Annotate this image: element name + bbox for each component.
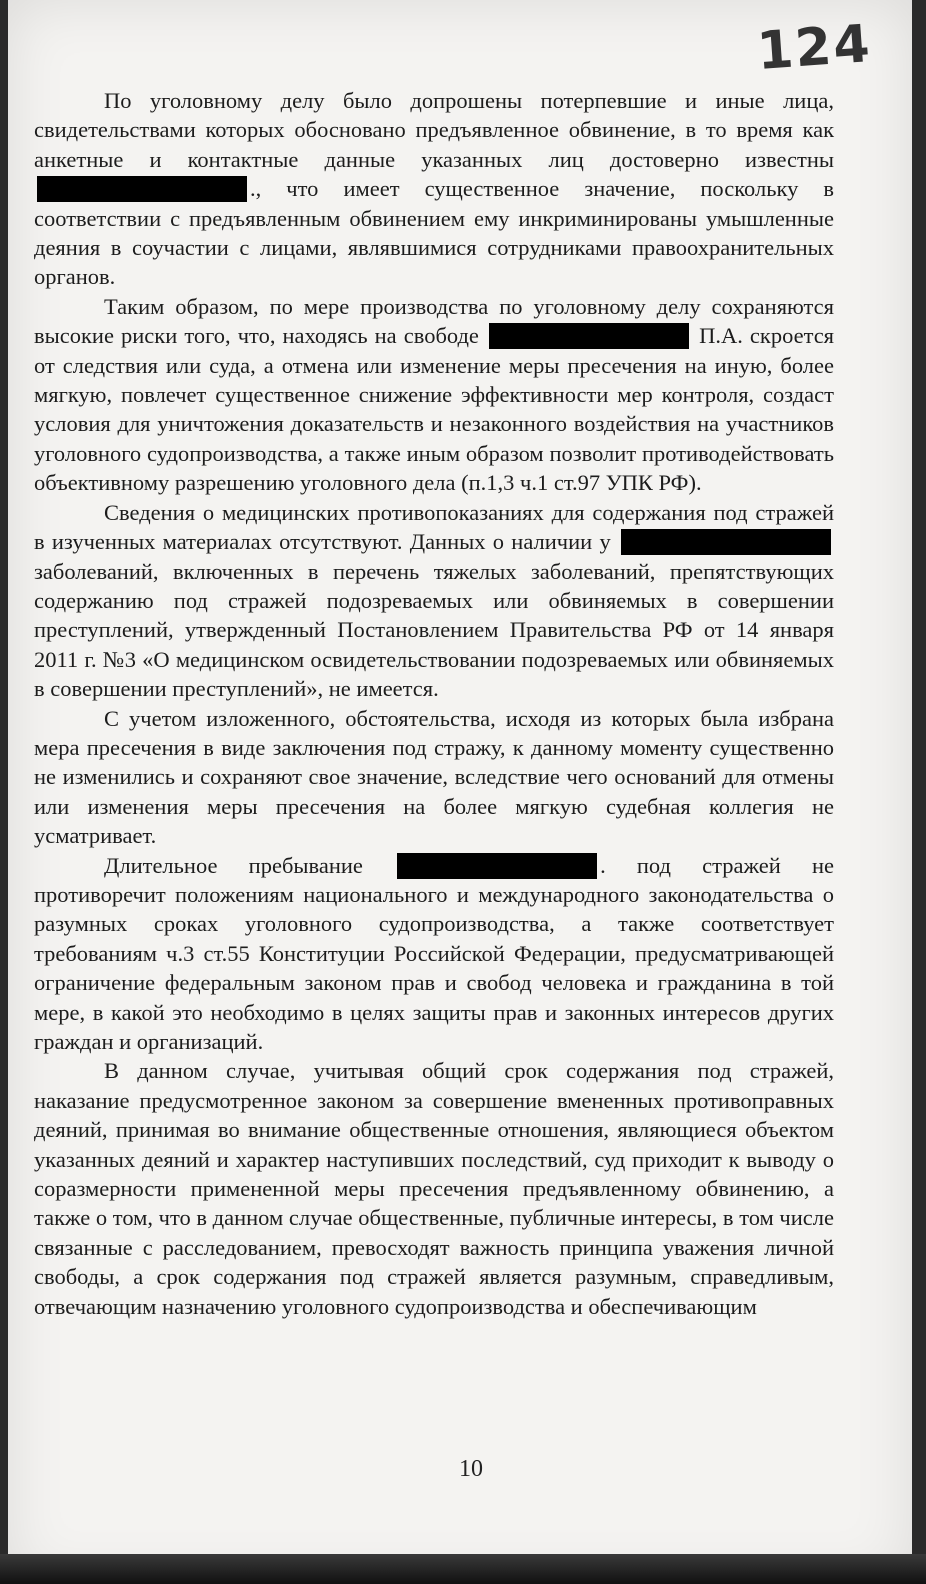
redaction-block bbox=[621, 529, 831, 555]
paragraph-2 bbox=[34, 292, 834, 498]
paragraph-4: С учетом изложенного, обстоятельства, исходя из которых была избрана мера пресечения в виде заключения под стражу, к данному моменту существенно не изменились и сохраняют свое значение, вследствие чего оснований для отмены или изменения меры пресечения на более мягкую судебная коллегия не усматривает. bbox=[34, 705, 834, 849]
redaction-block bbox=[489, 323, 689, 349]
paragraph-3 bbox=[34, 498, 834, 704]
paragraph-3-text-b: заболеваний, включенных в перечень тяжелых заболеваний, препятствующих содержанию под стражей подозреваемых или обвиняемых в совершении преступлений, утвержденный Постановлением Правительства РФ от 14 января 2011 г. №3 «О медицинском освидетельствовании подозреваемых или обвиняемых в совершении преступлений», не имеется. bbox=[34, 558, 834, 702]
paragraph-5-text-b: . под стражей не противоречит положениям национального и международного законодательства о разумных сроках уголовного судопроизводства, а также соответствует требованиям ч.3 ст.55 Конституции Российской Федерации, предусматривающей ограничение федеральным законом прав и свобод человека и гражданина в той мере, в какой это необходимо в целях защиты прав и законных интересов других граждан и организаций. bbox=[34, 852, 834, 1054]
document-body bbox=[34, 86, 834, 1321]
paragraph-1-text-b: ., что имеет существенное значение, поскольку в соответствии с предъявленным обвинением ему инкриминированы умышленные деяния в соучастии с лицами, являвшимися сотрудниками правоохранительных органов. bbox=[34, 176, 834, 290]
paragraph-1-text-a: По уголовному делу было допрошены потерпевшие и иные лица, свидетельствами которых обосновано предъявленное обвинение, в то время как анкетные и контактные данные указанных лиц достоверно известны bbox=[34, 88, 834, 172]
paragraph-5 bbox=[34, 851, 834, 1057]
paragraph-2-text-b: П.А. скроется от следствия или суда, а отмена или изменение меры пресечения на иную, более мягкую, повлечет существенное снижение эффективности мер контроля, создаст условия для уничтожения доказательств и незаконного воздействия на участников уголовного судопроизводства, а также иным образом позволит противодействовать объективному разрешению уголовного дела (п.1,3 ч.1 ст.97 УПК РФ). bbox=[34, 323, 835, 496]
paragraph-6: В данном случае, учитывая общий срок содержания под стражей, наказание предусмотренное законом за совершение вмененных противоправных деяний, принимая во внимание общественные отношения, являющиеся объектом указанных деяний и характер наступивших последствий, суд приходит к выводу о соразмерности примененной меры пресечения предъявленному обвинению, а также о том, что в данном случае общественные, публичные интересы, в том числе связанные с расследованием, превосходят важность принципа уважения личной свободы, а срок содержания под стражей является разумным, справедливым, отвечающим назначению уголовного судопроизводства и обеспечивающим bbox=[34, 1058, 834, 1319]
redaction-block bbox=[397, 853, 597, 879]
page-number: 10 bbox=[459, 1456, 483, 1482]
document-page bbox=[8, 0, 912, 1584]
paragraph-3-text-a: Сведения о медицинских противопоказаниях для содержания под стражей в изученных материалах отсутствуют. Данных о наличии у bbox=[34, 499, 834, 555]
paragraph-2-text-a: Таким образом, по мере производства по уголовному делу сохраняются высокие риски того, что, находясь на свободе bbox=[34, 293, 834, 349]
scan-bottom-edge bbox=[0, 1554, 926, 1584]
redaction-block bbox=[37, 176, 247, 202]
paragraph-1 bbox=[34, 86, 834, 292]
paragraph-5-text-a: Длительное пребывание bbox=[104, 852, 363, 878]
handwritten-page-mark: 124 bbox=[755, 14, 874, 82]
